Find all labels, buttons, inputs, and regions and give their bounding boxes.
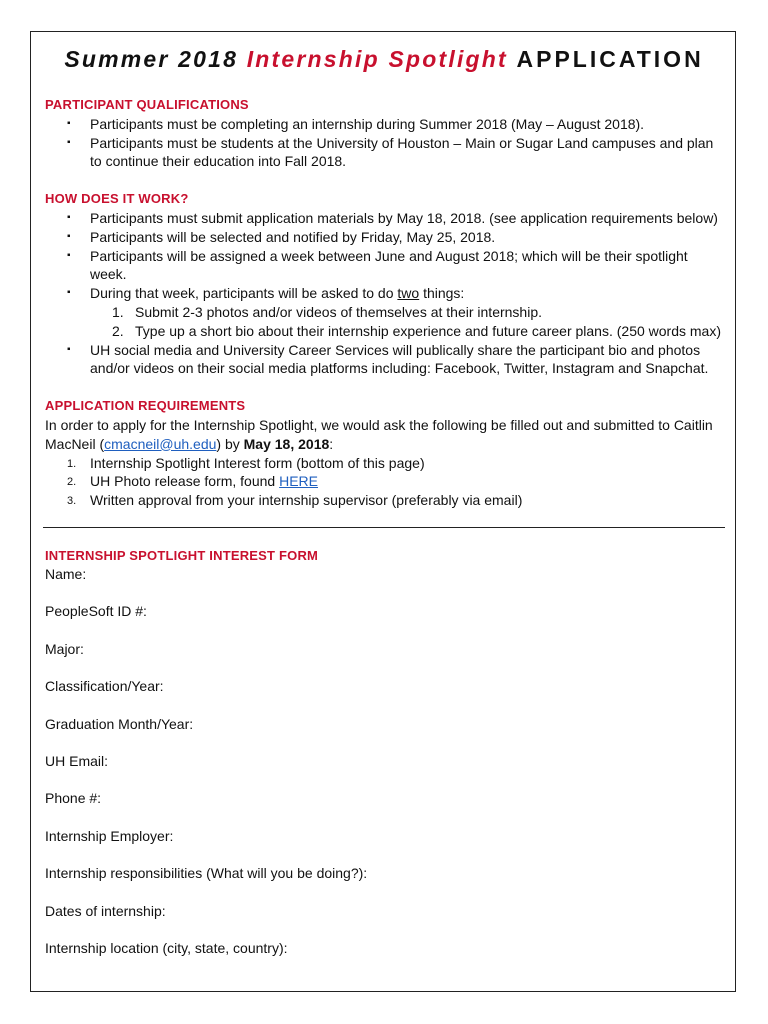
title-summer-2018: Summer 2018: [64, 46, 239, 72]
how-it-works-list: [45, 209, 725, 378]
dates-field[interactable]: Dates of internship:: [45, 902, 166, 919]
qualifications-list: [45, 115, 725, 171]
location-field[interactable]: Internship location (city, state, country):: [45, 939, 288, 956]
list-item: ▪ Participants will be selected and notified by Friday, May 25, 2018.: [45, 228, 725, 247]
photo-release-link[interactable]: HERE: [279, 473, 319, 490]
list-item: 1. Internship Spotlight Interest form (bottom of this page): [67, 454, 425, 471]
title-application: APPLICATION: [516, 46, 704, 72]
list-item: ▪ UH social media and University Career Services will publically share the participant bio and photos and/or videos on their social media platforms including: Facebook, Twitter, Instagram and Snapchat.: [45, 341, 725, 379]
list-item: ▪ During that week, participants will be asked to do two things: 1. Submit 2-3 photos and/or videos of themselves at their internship. 2. Type up a short bio about their internship experience and future career plans. (250 words max): [45, 284, 725, 340]
list-item: ▪ Participants must be students at the University of Houston – Main or Sugar Land campuses and plan to continue their education into Fall 2018.: [45, 134, 725, 172]
title-internship-spotlight: Internship Spotlight: [246, 46, 508, 72]
requirements-heading: APPLICATION REQUIREMENTS: [45, 398, 246, 414]
list-item: 1. Submit 2-3 photos and/or videos of themselves at their internship.: [112, 303, 542, 320]
underlined-two: two: [397, 285, 420, 302]
requirements-intro: In order to apply for the Internship Spotlight, we would ask the following be filled out and submitted to Caitlin MacNeil (cmacneil@uh.edu) by May 18, 2018:: [45, 416, 713, 452]
qualifications-heading: PARTICIPANT QUALIFICATIONS: [45, 97, 249, 112]
responsibilities-field[interactable]: Internship responsibilities (What will you be doing?):: [45, 865, 368, 882]
interest-form-heading: INTERNSHIP SPOTLIGHT INTEREST FORM: [45, 548, 319, 563]
application-info: [45, 96, 725, 510]
list-item: 2. Type up a short bio about their internship experience and future career plans. (250 words max): [112, 322, 721, 339]
list-item: ▪ Participants must submit application materials by May 18, 2018. (see application requirements below): [45, 209, 725, 228]
peoplesoft-id-field[interactable]: PeopleSoft ID #:: [45, 603, 147, 620]
name-field[interactable]: Name:: [45, 566, 87, 582]
graduation-field[interactable]: Graduation Month/Year:: [45, 715, 194, 732]
major-field[interactable]: Major:: [45, 640, 84, 657]
interest-form: [45, 547, 725, 976]
how-it-works-heading: HOW DOES IT WORK?: [45, 191, 189, 207]
page-title: [0, 46, 768, 73]
spotlight-tasks-list: [90, 303, 725, 341]
deadline-date: May 18, 2018: [243, 435, 330, 452]
uh-email-field[interactable]: UH Email:: [45, 752, 109, 769]
list-item: 2. UH Photo release form, found HERE: [67, 473, 319, 490]
list-item: ▪ Participants will be assigned a week between June and August 2018; which will be their spotlight week.: [45, 247, 725, 285]
requirements-list: [45, 454, 725, 510]
list-item: ▪ Participants must be completing an internship during Summer 2018 (May – August 2018).: [45, 115, 725, 134]
section-divider: [43, 527, 725, 528]
phone-field[interactable]: Phone #:: [45, 790, 102, 807]
email-link[interactable]: cmacneil@uh.edu: [104, 435, 217, 452]
employer-field[interactable]: Internship Employer:: [45, 827, 174, 844]
list-item: 3. Written approval from your internship supervisor (preferably via email): [67, 492, 523, 509]
classification-field[interactable]: Classification/Year:: [45, 678, 164, 695]
